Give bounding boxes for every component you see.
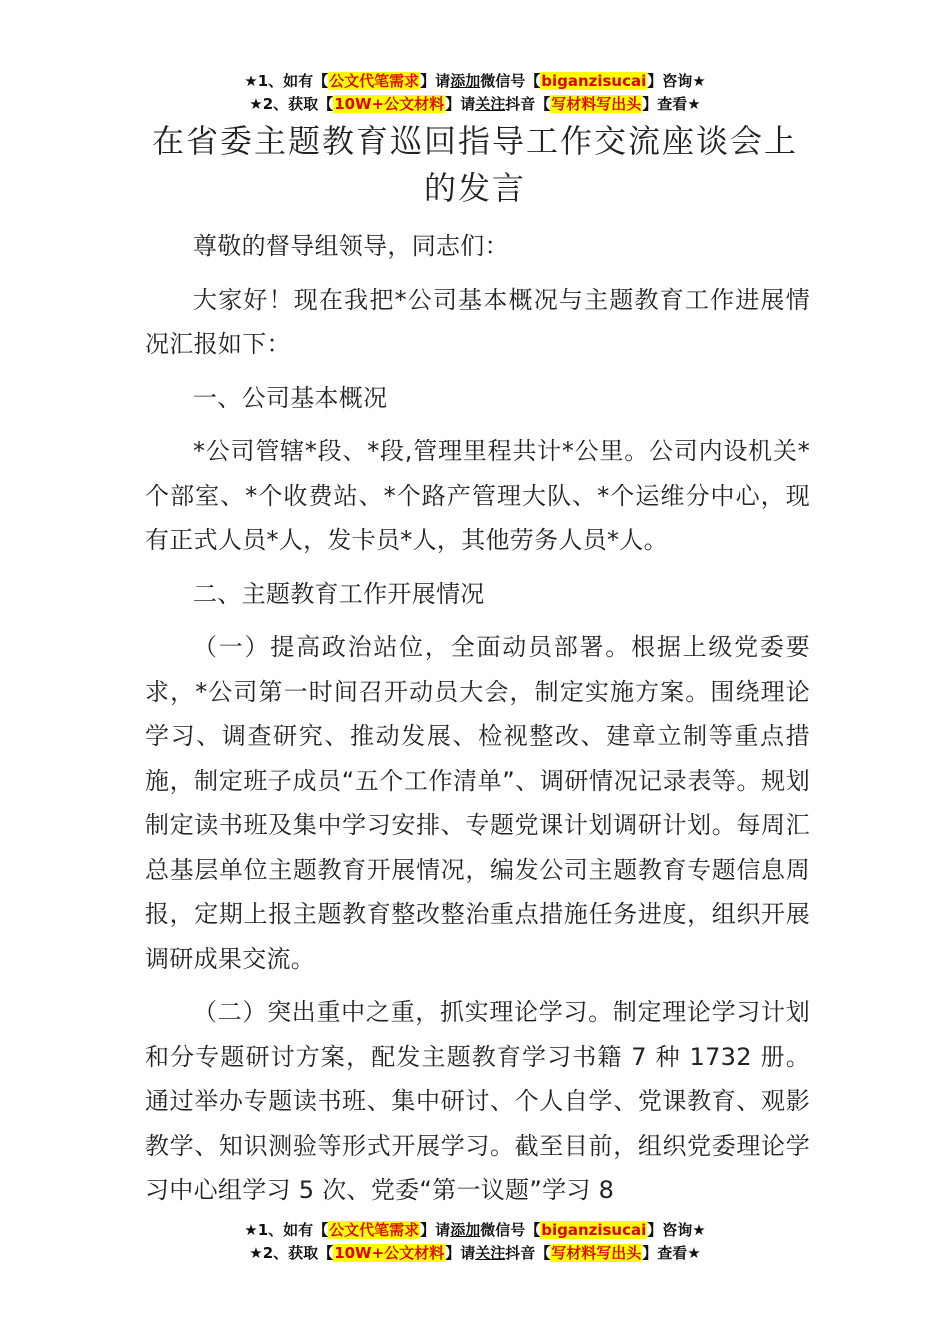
body-paragraph: （一）提高政治站位，全面动员部署。根据上级党委要求，*公司第一时间召开动员大会，制定实施方案。围绕理论学习、调查研究、推动发展、检视整改、建章立制等重点措施，制定班子成员“五个工作清单”、调研情况记录表等。规划制定读书班及集中学习安排、专题党课计划调研计划。每周汇总基层单位主题教育开展情况，编发公司主题教育专题信息周报，定期上报主题教育整改整治重点措施任务进度，组织开展调研成果交流。 bbox=[145, 633, 810, 973]
banner-text: ★1、如有【 bbox=[244, 1221, 329, 1239]
banner-text: 微信号【 bbox=[480, 72, 541, 90]
banner-emphasis: 添加 bbox=[450, 1221, 481, 1239]
body-paragraph: *公司管辖*段、*段,管理里程共计*公里。公司内设机关*个部室、*个收费站、*个路产管理大队、*个运维分中心，现有正式人员*人，发卡员*人，其他劳务人员*人。 bbox=[145, 437, 810, 554]
document-body bbox=[145, 224, 810, 1213]
banner-emphasis: 添加 bbox=[450, 72, 481, 90]
banner-highlight: 写材料写出头 bbox=[551, 1244, 642, 1262]
banner-line-2 bbox=[0, 93, 950, 116]
banner-highlight: 写材料写出头 bbox=[551, 95, 642, 113]
banner-text: ★2、获取【 bbox=[249, 1244, 334, 1262]
banner-line-2 bbox=[0, 1242, 950, 1265]
section-heading: 二、主题教育工作开展情况 bbox=[193, 579, 485, 608]
banner-text: 】请 bbox=[420, 72, 451, 90]
banner-text: 】查看★ bbox=[642, 95, 701, 113]
banner-text: ★2、获取【 bbox=[249, 95, 334, 113]
banner-highlight: biganzisucai bbox=[541, 1221, 647, 1239]
banner-emphasis: 关注 bbox=[475, 95, 506, 113]
banner-highlight: 公文代笔需求 bbox=[329, 72, 420, 90]
banner-text: ★1、如有【 bbox=[244, 72, 329, 90]
banner-line-1 bbox=[0, 70, 950, 93]
banner-text: 抖音【 bbox=[505, 1244, 551, 1262]
banner-text: 】请 bbox=[445, 1244, 476, 1262]
salutation: 尊敬的督导组领导，同志们： bbox=[193, 232, 509, 260]
banner-emphasis: 关注 bbox=[475, 1244, 506, 1262]
section-heading: 一、公司基本概况 bbox=[193, 383, 388, 412]
banner-text: 】请 bbox=[445, 95, 476, 113]
banner-text: 抖音【 bbox=[505, 95, 551, 113]
document-title: 在省委主题教育巡回指导工作交流座谈会上的发言 bbox=[151, 122, 798, 207]
bottom-banner bbox=[0, 1219, 950, 1265]
body-paragraph: （二）突出重中之重，抓实理论学习。制定理论学习计划和分专题研讨方案，配发主题教育学习书籍 7 种 1732 册。通过举办专题读书班、集中研讨、个人自学、党课教育、观影教学、知识测验等形式开展学习。截至目前，组织党委理论学习中心组学习 5 次、党委“第一议题”学习 8 bbox=[145, 998, 810, 1204]
banner-highlight: 10W+公文材料 bbox=[334, 1244, 445, 1262]
banner-text: 】查看★ bbox=[642, 1244, 701, 1262]
banner-highlight: 公文代笔需求 bbox=[329, 1221, 420, 1239]
banner-text: 】请 bbox=[420, 1221, 451, 1239]
banner-highlight: biganzisucai bbox=[541, 72, 647, 90]
body-paragraph: 大家好！现在我把*公司基本概况与主题教育工作进展情况汇报如下： bbox=[145, 285, 810, 358]
banner-line-1 bbox=[0, 1219, 950, 1242]
banner-highlight: 10W+公文材料 bbox=[334, 95, 445, 113]
banner-text: 】咨询★ bbox=[647, 72, 706, 90]
banner-text: 微信号【 bbox=[480, 1221, 541, 1239]
banner-text: 】咨询★ bbox=[647, 1221, 706, 1239]
top-banner bbox=[0, 70, 950, 116]
